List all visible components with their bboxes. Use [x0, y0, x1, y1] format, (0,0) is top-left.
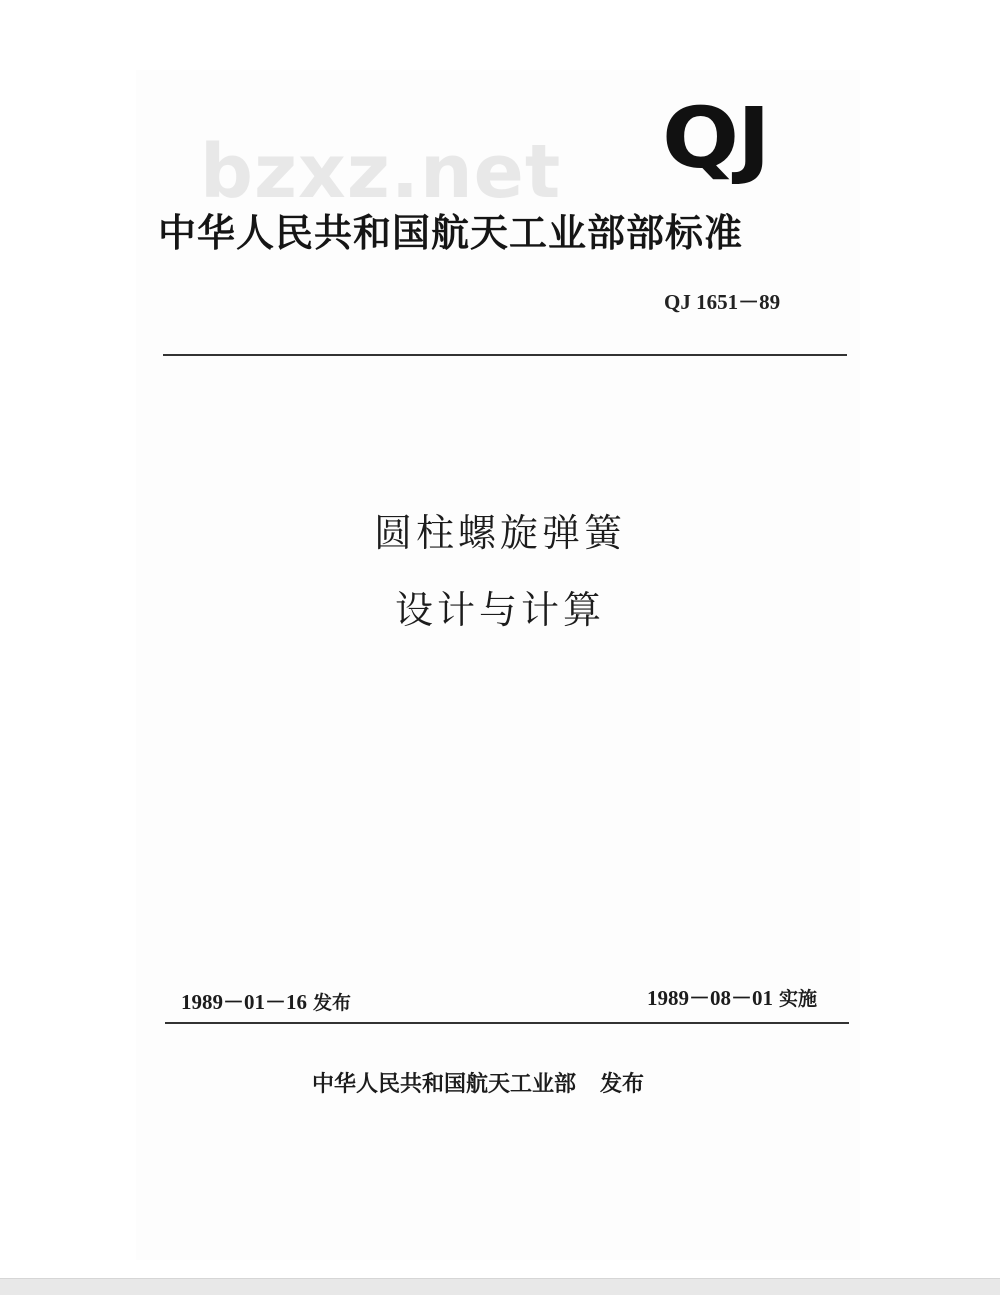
effective-date: 1989－08－01	[647, 986, 773, 1010]
effective-label: 实施	[779, 988, 818, 1010]
footer-divider	[165, 1022, 849, 1024]
watermark: bzxz.net	[200, 129, 562, 215]
viewer-bottom-bar	[0, 1278, 1000, 1295]
effective-date-block	[647, 985, 817, 1012]
issuer-action: 发布	[600, 1072, 645, 1097]
document-title-line1: 圆柱螺旋弹簧	[373, 511, 626, 555]
standard-number: QJ 1651－89	[664, 290, 781, 314]
issue-label: 发布	[313, 992, 352, 1014]
issuer-name: 中华人民共和国航天工业部	[312, 1072, 577, 1097]
organization-title: 中华人民共和国航天工业部部标准	[158, 211, 744, 255]
qj-logo: QJ	[662, 89, 769, 187]
issue-date-block	[181, 989, 351, 1016]
header-divider	[163, 354, 847, 356]
document-title-line2: 设计与计算	[394, 588, 605, 632]
issuer-line	[312, 1070, 644, 1100]
issue-date: 1989－01－16	[181, 990, 307, 1014]
